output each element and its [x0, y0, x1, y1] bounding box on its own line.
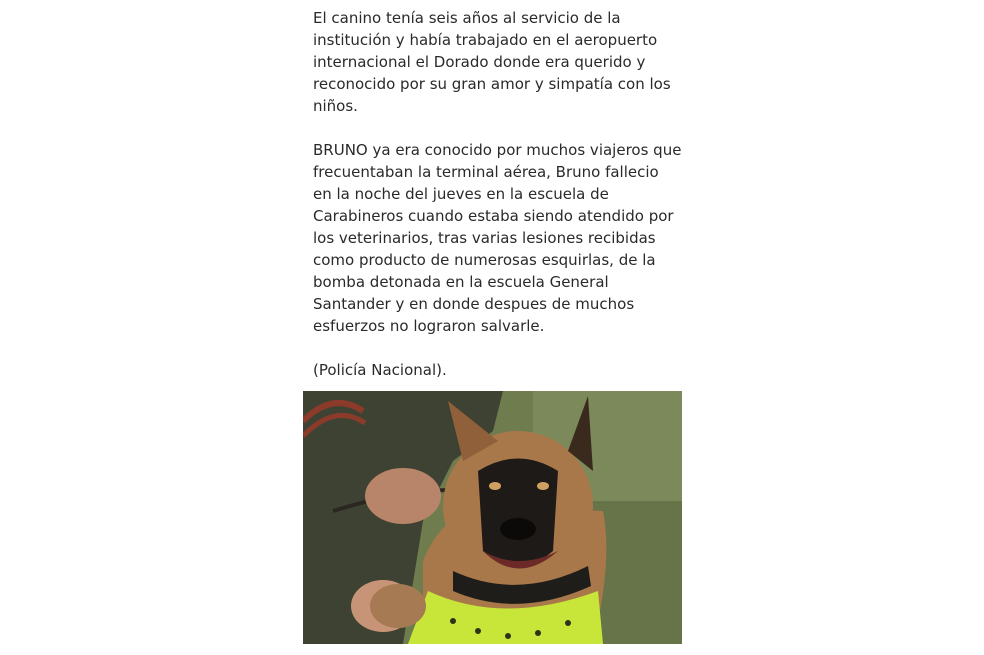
- handler-hand: [365, 468, 441, 524]
- text-line: reconocido por su gran amor y simpatía con los: [313, 75, 671, 93]
- text-line: Carabineros cuando estaba siendo atendido por: [313, 207, 674, 225]
- vest-dot: [505, 633, 511, 639]
- text-line: Santander y en donde despues de muchos: [313, 295, 635, 313]
- vest-dot: [475, 628, 481, 634]
- vest-dot: [565, 620, 571, 626]
- dog-paw: [370, 584, 426, 628]
- dog-eye: [537, 482, 549, 490]
- dog-photo: [303, 391, 682, 644]
- paragraph-source: [313, 359, 683, 381]
- text-line: BRUNO ya era conocido por muchos viajeros que: [313, 141, 682, 159]
- text-line: internacional el Dorado donde era querido y: [313, 53, 646, 71]
- text-line: como producto de numerosas esquirlas, de la: [313, 251, 656, 269]
- vest-dot: [535, 630, 541, 636]
- text-line: en la noche del jueves en la escuela de: [313, 185, 609, 203]
- text-line: los veterinarios, tras varias lesiones recibidas: [313, 229, 656, 247]
- dog-photo-illustration: [303, 391, 682, 644]
- text-line: institución y había trabajado en el aeropuerto: [313, 31, 658, 49]
- text-line: frecuentaban la terminal aérea, Bruno fallecio: [313, 163, 659, 181]
- paragraph-intro: [313, 7, 683, 117]
- dog-nose: [500, 518, 536, 540]
- text-line: bomba detonada en la escuela General: [313, 273, 609, 291]
- text-line: esfuerzos no lograron salvarle.: [313, 317, 545, 335]
- dog-face-mask: [478, 459, 558, 567]
- article-text: [313, 7, 683, 403]
- text-line: El canino tenía seis años al servicio de la: [313, 9, 621, 27]
- vest-dot: [450, 618, 456, 624]
- dog-eye: [489, 482, 501, 490]
- source-credit: (Policía Nacional).: [313, 361, 447, 379]
- text-line: niños.: [313, 97, 358, 115]
- paragraph-bruno: [313, 139, 683, 337]
